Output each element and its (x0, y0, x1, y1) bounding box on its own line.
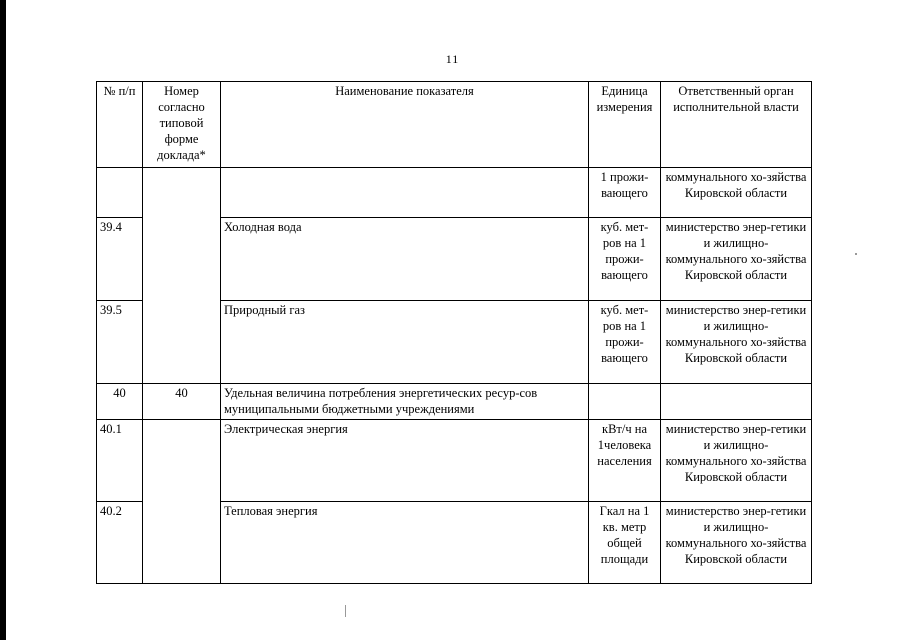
table-header-row (97, 82, 812, 168)
indicators-table (96, 81, 812, 584)
cell-name (221, 168, 589, 218)
header-authority: Ответственный орган исполнительной власти (661, 82, 812, 168)
cell-name: Природный газ (221, 301, 589, 384)
table-row (97, 384, 812, 420)
cell-unit: Гкал на 1 кв. метр общей площади (589, 502, 661, 584)
table-row (97, 301, 812, 384)
cell-authority: министерство энер-гетики и жилищно-коммунального хо-зяйства Кировской области (661, 502, 812, 584)
scan-edge-bar (0, 0, 6, 640)
cell-form (143, 218, 221, 301)
header-num: № п/п (97, 82, 143, 168)
cell-authority: министерство энер-гетики и жилищно-коммунального хо-зяйства Кировской области (661, 301, 812, 384)
cell-num: 39.4 (97, 218, 143, 301)
cell-form (143, 168, 221, 218)
cell-name: Тепловая энергия (221, 502, 589, 584)
cell-form (143, 420, 221, 502)
cell-num: 39.5 (97, 301, 143, 384)
cell-authority: министерство энер-гетики и жилищно-коммунального хо-зяйства Кировской области (661, 420, 812, 502)
cell-authority: коммунального хо-зяйства Кировской области (661, 168, 812, 218)
header-indicator-name: Наименование показателя (221, 82, 589, 168)
scan-speck (855, 253, 857, 255)
cell-unit: куб. мет-ров на 1 прожи-вающего (589, 301, 661, 384)
page-number: 11 (445, 52, 460, 66)
header-unit: Единица измерения (589, 82, 661, 168)
cell-form: 40 (143, 384, 221, 420)
cell-authority (661, 384, 812, 420)
table-row (97, 420, 812, 502)
cell-form (143, 301, 221, 384)
table-row (97, 168, 812, 218)
table-row (97, 218, 812, 301)
cell-name: Удельная величина потребления энергетических ресур-сов муниципальными бюджетными учреждениями (221, 384, 589, 420)
header-form-number: Номер согласно типовой форме доклада* (143, 82, 221, 168)
cell-unit (589, 384, 661, 420)
cell-form (143, 502, 221, 584)
cell-unit: куб. мет-ров на 1 прожи-вающего (589, 218, 661, 301)
cell-num: 40 (97, 384, 143, 420)
cell-unit: кВт/ч на 1человека населения (589, 420, 661, 502)
cell-num: 40.1 (97, 420, 143, 502)
table-row (97, 502, 812, 584)
scan-speck (345, 605, 346, 617)
cell-unit: 1 прожи-вающего (589, 168, 661, 218)
cell-name: Холодная вода (221, 218, 589, 301)
cell-num: 40.2 (97, 502, 143, 584)
cell-authority: министерство энер-гетики и жилищно-коммунального хо-зяйства Кировской области (661, 218, 812, 301)
cell-name: Электрическая энергия (221, 420, 589, 502)
cell-num (97, 168, 143, 218)
